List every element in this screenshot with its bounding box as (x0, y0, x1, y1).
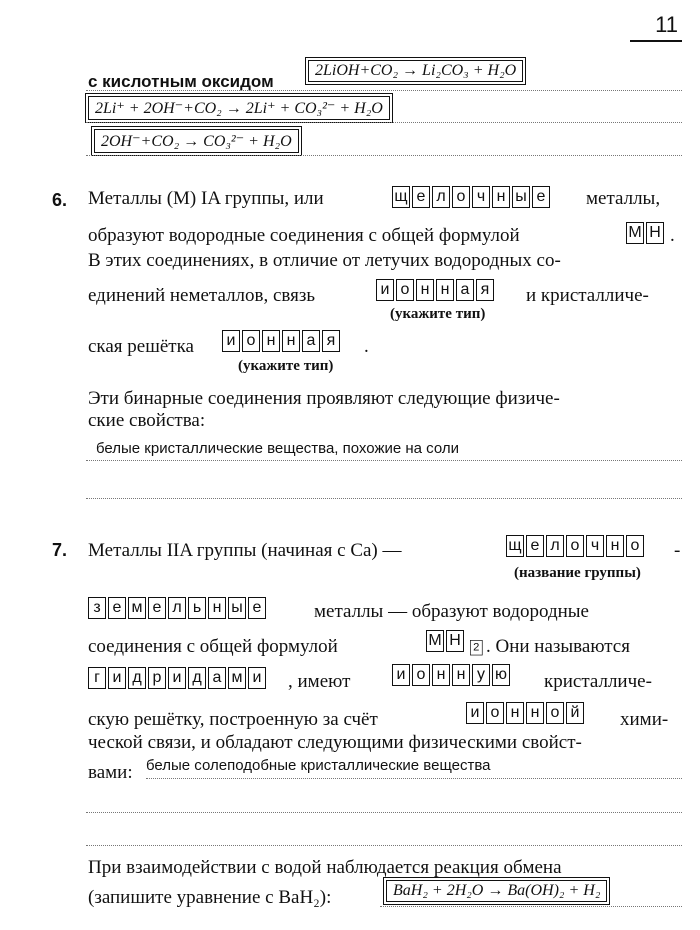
q7-line-7a: вами: (88, 762, 133, 783)
letter-cell[interactable]: е (148, 597, 166, 619)
q7-line-2b: металлы — образуют водородные (314, 601, 589, 622)
letter-cell[interactable]: н (208, 597, 226, 619)
q7-line-5a: скую решётку, построенную за счёт (88, 709, 378, 730)
q7-line-3a: соединения с общей формулой (88, 636, 338, 657)
q7-line-1a: Металлы IIA группы (начиная с Са) — (88, 540, 402, 561)
q6-answer[interactable]: белые кристаллические вещества, похожие на соли (96, 440, 459, 457)
answer-line (86, 498, 682, 499)
q6-note-type-1: (укажите тип) (390, 306, 486, 322)
letter-cell[interactable]: е (412, 186, 430, 208)
page-number: 11 (655, 12, 678, 37)
q6-line-4a: единений неметаллов, связь (88, 285, 316, 306)
answer-line (146, 778, 682, 779)
q6-line-3: В этих соединениях, в отличие от летучих водородных со- (88, 250, 561, 271)
letter-cell[interactable]: е (532, 186, 550, 208)
letter-cell[interactable]: и (248, 667, 266, 689)
letter-cell[interactable]: м (228, 667, 246, 689)
letter-cell[interactable]: ч (472, 186, 490, 208)
q6-line-5a: ская решётка (88, 336, 194, 357)
q7-word-formula[interactable] (426, 630, 466, 652)
q7-answer[interactable]: белые солеподобные кристаллические вещества (146, 757, 491, 774)
answer-line (86, 155, 682, 156)
letter-cell[interactable]: н (416, 279, 434, 301)
letter-cell[interactable]: г (88, 667, 106, 689)
letter-cell[interactable]: ь (188, 597, 206, 619)
letter-cell[interactable]: М (426, 630, 444, 652)
q7-word-hydrides[interactable] (88, 667, 268, 689)
q6-line-1a: Металлы (М) IA группы, или (88, 188, 324, 209)
letter-cell[interactable]: ы (512, 186, 530, 208)
letter-cell[interactable]: о (486, 702, 504, 724)
letter-cell[interactable]: о (452, 186, 470, 208)
answer-line (86, 812, 682, 813)
answer-line (86, 90, 682, 91)
question-7-number: 7. (52, 540, 68, 560)
letter-cell[interactable]: и (108, 667, 126, 689)
letter-cell[interactable]: я (322, 330, 340, 352)
letter-cell[interactable]: л (432, 186, 450, 208)
letter-cell[interactable]: и (466, 702, 484, 724)
letter-cell[interactable]: а (456, 279, 474, 301)
q7-line-4c: кристалличе- (544, 671, 652, 692)
q6-line-4b: и кристалличе- (526, 285, 649, 306)
q7-word-ionnoi[interactable] (466, 702, 586, 724)
q7-word-alk2[interactable] (88, 597, 268, 619)
letter-cell[interactable]: о (566, 535, 584, 557)
page-number-rule (630, 40, 682, 42)
letter-cell[interactable]: щ (506, 535, 524, 557)
letter-cell[interactable]: о (626, 535, 644, 557)
letter-cell[interactable]: ю (492, 664, 510, 686)
q6-word-formula[interactable] (626, 222, 666, 244)
letter-cell[interactable]: н (606, 535, 624, 557)
q7-word-subscript[interactable] (470, 640, 484, 655)
q7-note-group: (название группы) (514, 565, 641, 581)
q7-line-5b: хими- (620, 709, 669, 730)
letter-cell[interactable]: м (128, 597, 146, 619)
letter-cell[interactable]: щ (392, 186, 410, 208)
answer-line (86, 460, 682, 461)
q7-line-4b: , имеют (288, 671, 351, 692)
q7-line-6: ческой связи, и обладают следующими физическими свойст- (88, 732, 582, 753)
letter-cell[interactable]: е (526, 535, 544, 557)
q6-line-2b: . (670, 225, 675, 246)
acid-oxide-label: с кислотным оксидом (88, 72, 274, 91)
q6-word-bond[interactable] (376, 279, 496, 301)
question-6-number: 6. (52, 190, 68, 210)
q7-word-alk1[interactable] (506, 535, 646, 557)
q7-line-3b: . Они называются (486, 636, 630, 657)
letter-cell[interactable]: н (526, 702, 544, 724)
letter-cell[interactable]: н (492, 186, 510, 208)
letter-cell[interactable]: н (452, 664, 470, 686)
q7-line-8: При взаимодействии с водой наблюдается реакция обмена (88, 857, 562, 878)
q7-word-ionic[interactable] (392, 664, 512, 686)
q6-line-6: Эти бинарные соединения проявляют следующие физиче- (88, 388, 560, 409)
letter-cell[interactable]: и (392, 664, 410, 686)
q7-equation-bah2: BaH₂ + 2H₂O → Ba(OH)₂ + H₂ (386, 880, 607, 902)
letter-cell[interactable]: ы (228, 597, 246, 619)
letter-cell[interactable]: н (432, 664, 450, 686)
letter-cell[interactable]: н (282, 330, 300, 352)
q6-word-alkali[interactable] (392, 186, 552, 208)
letter-cell[interactable]: р (148, 667, 166, 689)
equation-molecular: 2LiOH+CO₂ → Li₂CO₃ + H₂O (308, 60, 523, 82)
letter-cell[interactable]: о (412, 664, 430, 686)
letter-cell[interactable]: н (506, 702, 524, 724)
letter-cell[interactable]: е (108, 597, 126, 619)
letter-cell[interactable]: з (88, 597, 106, 619)
answer-line (86, 845, 682, 846)
letter-cell[interactable]: М (626, 222, 644, 244)
letter-cell[interactable]: я (476, 279, 494, 301)
q6-note-type-2: (укажите тип) (238, 358, 334, 374)
letter-cell[interactable]: д (128, 667, 146, 689)
letter-cell[interactable]: и (376, 279, 394, 301)
q7-line-1b: - (674, 540, 681, 561)
letter-cell[interactable]: д (188, 667, 206, 689)
letter-cell[interactable]: ч (586, 535, 604, 557)
q6-line-5b: . (364, 336, 369, 357)
letter-cell[interactable]: у (472, 664, 490, 686)
letter-cell[interactable]: Н (446, 630, 464, 652)
q6-word-lattice[interactable] (222, 330, 342, 352)
q6-line-2a: образуют водородные соединения с общей формулой (88, 225, 520, 246)
letter-cell[interactable]: о (242, 330, 260, 352)
letter-cell[interactable]: н (262, 330, 280, 352)
letter-cell[interactable]: а (208, 667, 226, 689)
letter-cell[interactable]: 2 (470, 640, 483, 655)
letter-cell[interactable]: Н (646, 222, 664, 244)
letter-cell[interactable]: н (436, 279, 454, 301)
letter-cell[interactable]: о (546, 702, 564, 724)
letter-cell[interactable]: и (222, 330, 240, 352)
answer-line (86, 122, 682, 123)
equation-short-ionic: 2OH⁻+CO₂ → CO₃²⁻ + H₂O (94, 129, 299, 153)
equation-full-ionic: 2Li⁺ + 2OH⁻+CO₂ → 2Li⁺ + CO₃²⁻ + H₂O (88, 96, 390, 120)
letter-cell[interactable]: й (566, 702, 584, 724)
q6-line-7: ские свойства: (88, 410, 206, 431)
answer-line (380, 906, 682, 907)
letter-cell[interactable]: и (168, 667, 186, 689)
q7-line-9a: (запишите уравнение с BaH₂): (88, 887, 332, 908)
letter-cell[interactable]: л (546, 535, 564, 557)
letter-cell[interactable]: л (168, 597, 186, 619)
letter-cell[interactable]: а (302, 330, 320, 352)
letter-cell[interactable]: е (248, 597, 266, 619)
q6-line-1b: металлы, (586, 188, 661, 209)
letter-cell[interactable]: о (396, 279, 414, 301)
